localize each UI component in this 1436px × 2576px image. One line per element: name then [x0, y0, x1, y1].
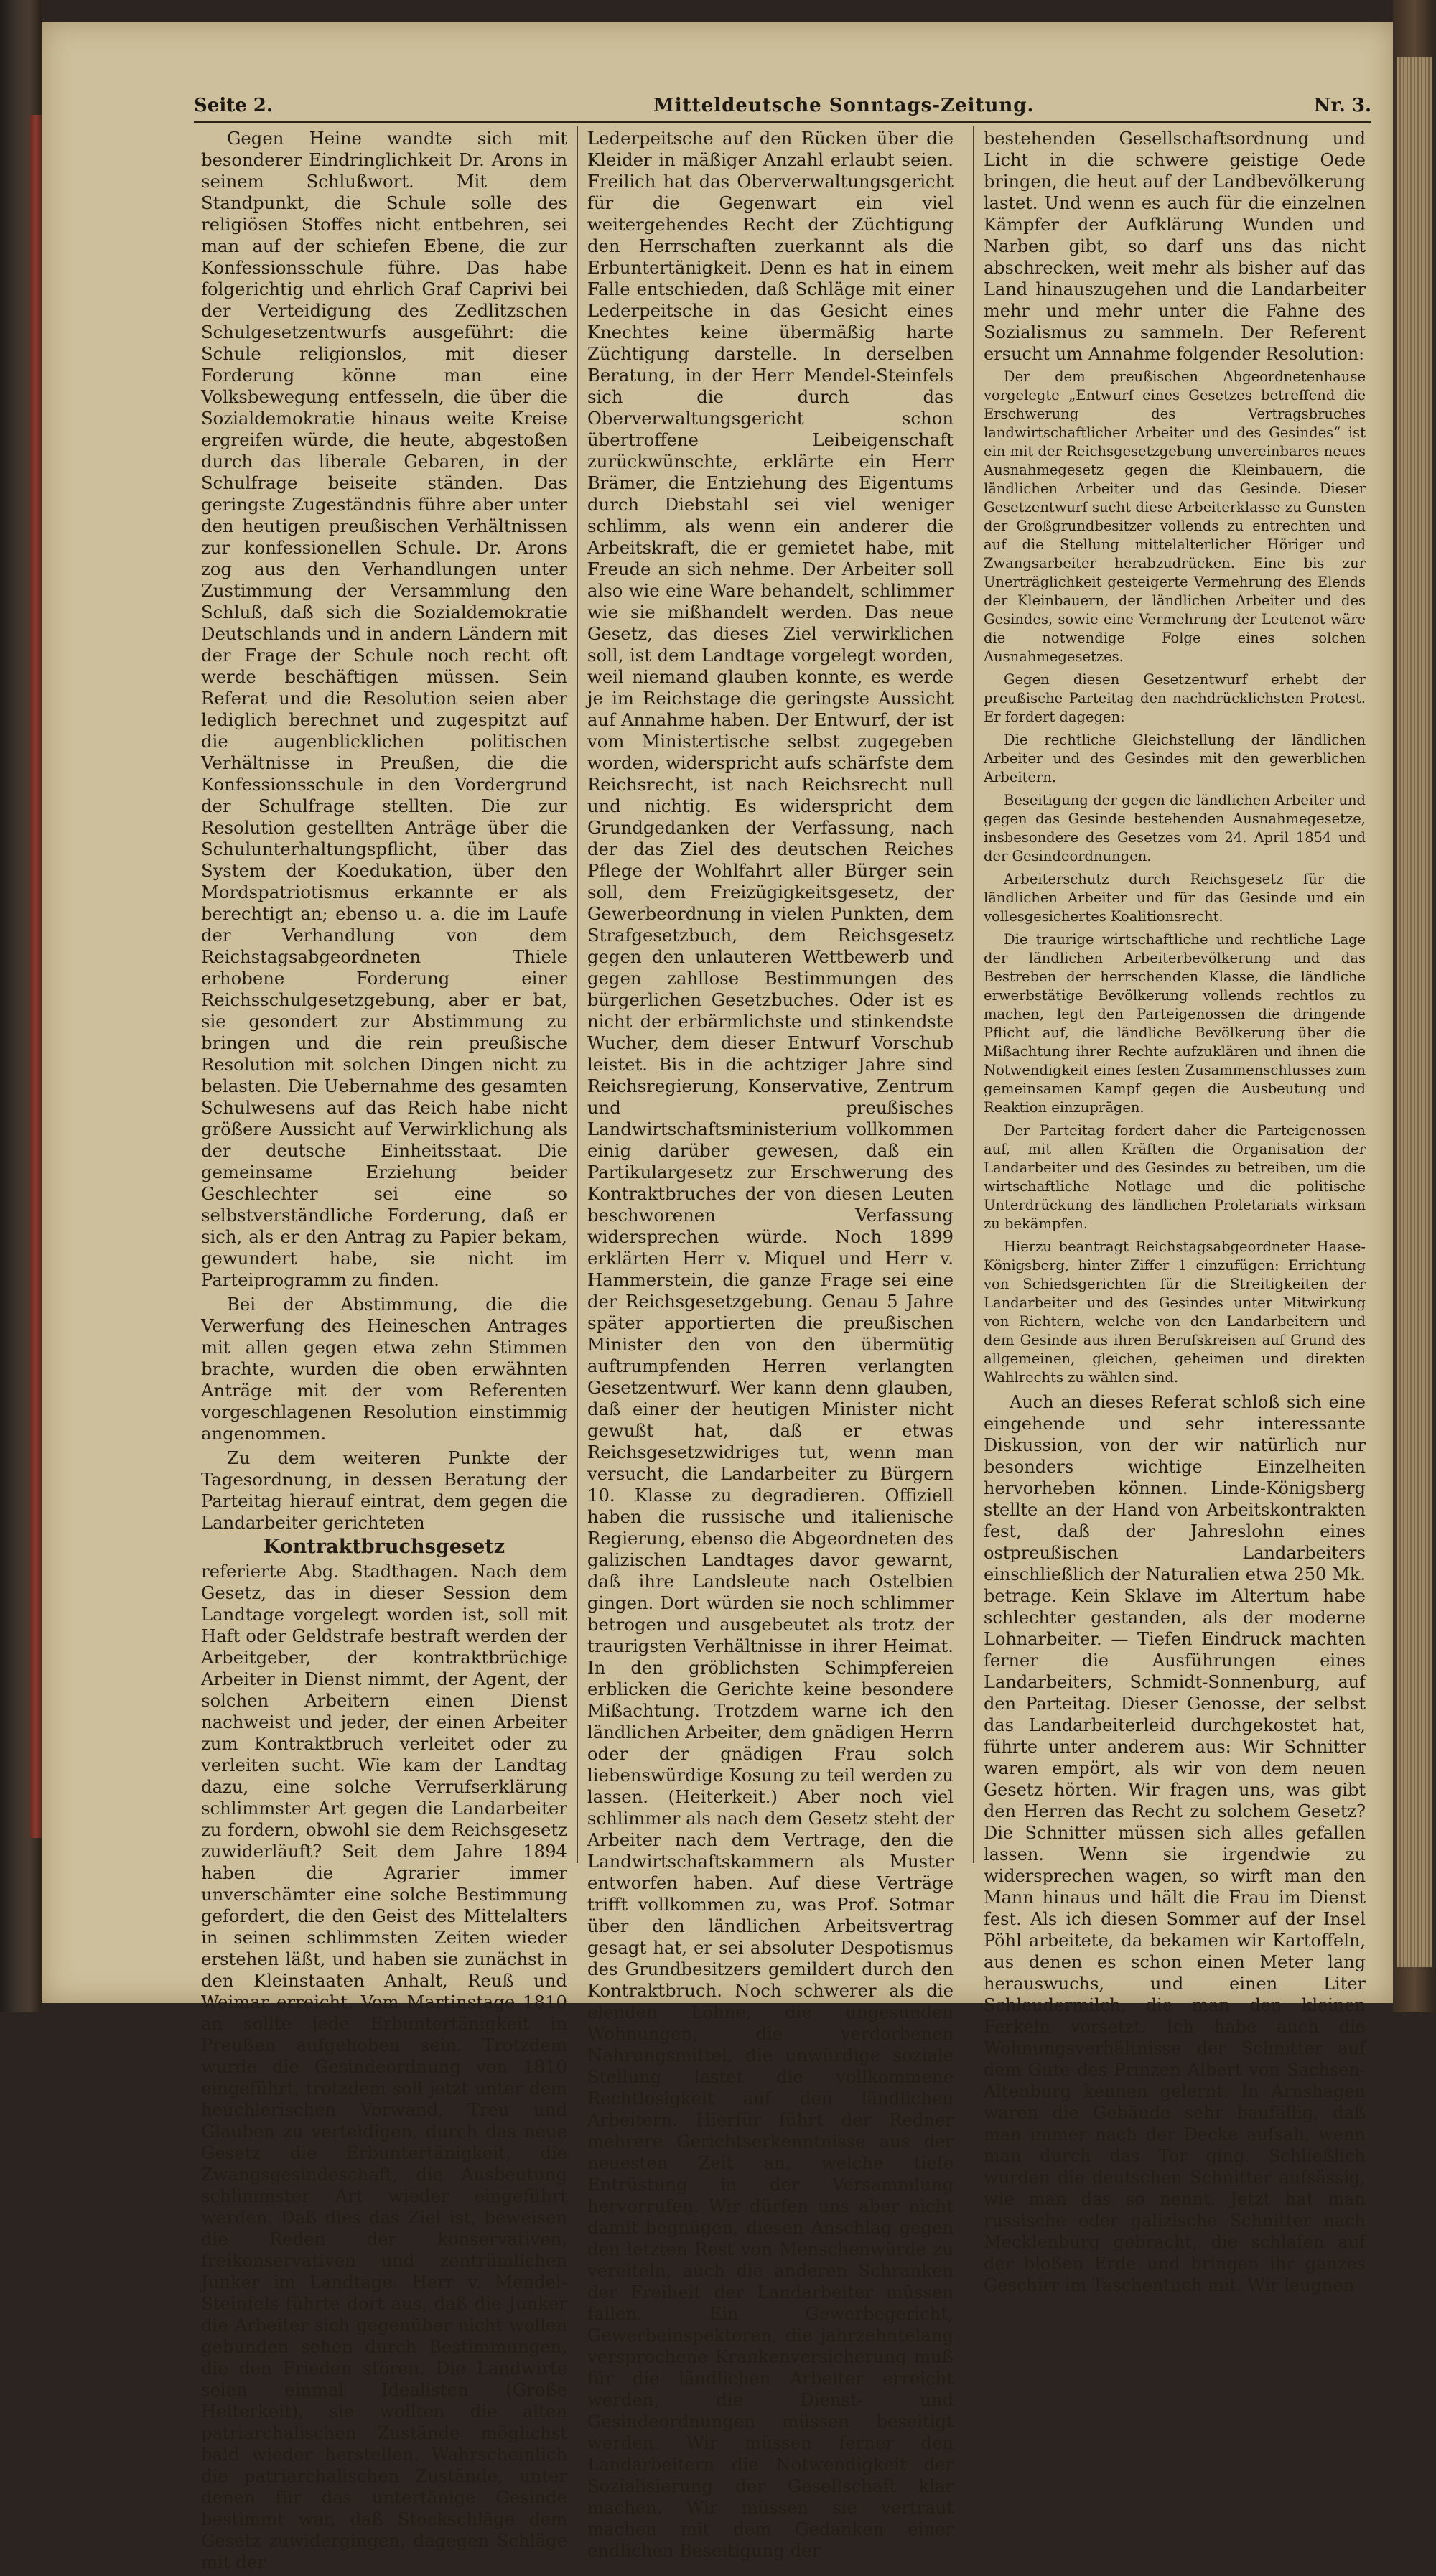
- page-header: [194, 95, 1371, 123]
- paragraph: Auch an dieses Referat schloß sich eine eingehende und sehr interessante Diskussion, von der wir natürlich nur besonders wichtige Einzelheiten hervorheben können. Linde-Königsberg stellte an der Hand von Arbeitskontrakten fest, daß der Jahreslohn eines ostpreußischen Landarbeiters einschließlich der Naturalien etwa 250 Mk. betrage. Kein Sklave im Altertum habe schlechter gestanden, als der moderne Lohnarbeiter. — Tiefen Eindruck machten ferner die Ausführungen eines Landarbeiters, Schmidt-Sonnenburg, auf den Parteitag. Dieser Genosse, der selbst das Landarbeiterleid durchgekostet hat, führte unter anderem aus: Wir Schnitter waren empört, als wir von dem neuen Gesetz hörten. Wir fragen uns, was gibt den Herren das Recht zu solchem Gesetz? Die Schnitter müssen sich alles gefallen lassen. Wenn sie irgendwie zu widersprechen wagen, so wirft man den Mann hinaus und hält die Frau im Dienst fest. Als ich diesen Sommer auf der Insel Pöhl arbeitete, da bekamen wir Kartoffeln, aus denen es schon einen Meter lang herauswuchs, und einen Liter Schleudermilch, die man den kleinen Ferkeln vorsetzt. Ich habe auch die Wohnungsverhältnisse der Schnitter auf dem Gute des Prinzen Albert von Sachsen-Altenburg kennen gelernt. In Arnshagen waren die Gebäude sehr baufällig, daß man immer nach der Decke aufsah, wenn man durch das Tor ging. Schließlich wurden die deutschen Schnitter aufsässig, wie man das so nennt. Jetzt hat man russische oder galizische Schnitter nach Mecklenburg gebracht, die schlafen auf der bloßen Erde und bringen ihr ganzes Geschirr im Taschentuch mit. Wir leugnen: [984, 1392, 1366, 2295]
- resolution-paragraph: Arbeiterschutz durch Reichsgesetz für die ländlichen Arbeiter und für das Gesinde und ein vollesgesichertes Koalitionsrecht.: [984, 871, 1366, 925]
- binding-edge: [30, 115, 42, 1838]
- resolution-paragraph: Beseitigung der gegen die ländlichen Arbeiter und gegen das Gesinde bestehenden Ausnahmegesetze, insbesondere des Gesetzes vom 24. April 1854 und der Gesindeordnungen.: [984, 792, 1366, 864]
- issue-number: Nr. 3.: [1313, 95, 1371, 116]
- section-heading: Kontraktbruchsgesetz: [263, 1536, 505, 1558]
- resolution-paragraph: Der dem preußischen Abgeordnetenhause vorgelegte „Entwurf eines Gesetzes betreffend die Erschwerung des Vertragsbruches landwirtschaftlicher Arbeiter und des Gesindes“ ist ein mit der Reichsgesetzgebung unvereinbares neues Ausnahmegesetz gegen die Kleinbauern, die ländlichen Arbeiter und das Gesinde. Dieser Gesetzentwurf sucht diese Arbeiterklasse zu Gunsten der Großgrundbesitzer vollends zu entrechten und auf die Stellung mittelalterlicher Höriger und Zwangsarbeiter herabzudrücken. Eine bis zur Unerträglichkeit gesteigerte Vermehrung des Elends der Kleinbauern, der ländlichen Arbeiter und des Gesindes, sowie eine Vermehrung der Leutenot wäre die notwendige Folge eines solchen Ausnahmegesetzes.: [984, 368, 1366, 665]
- paragraph: Zu dem weiteren Punkte der Tagesordnung, in dessen Beratung der Parteitag hierauf eintrat, dem gegen die Landarbeiter gerichteten: [201, 1447, 567, 1533]
- paragraph: referierte Abg. Stadthagen. Nach dem Gesetz, das in dieser Session dem Landtage vorgelegt worden ist, soll mit Haft oder Geldstrafe bestraft werden der Arbeitgeber, der kontraktbrüchige Arbeiter in Dienst nimmt, der Agent, der solchen Arbeitern einen Dienst nachweist und jeder, der einen Arbeiter zum Kontraktbruch verleitet oder zu verleiten sucht. Wie kam der Landtag dazu, eine solche Verrufserklärung schlimmster Art gegen die Landarbeiter zu fordern, obwohl sie dem Reichsgesetz zuwiderläuft? Seit dem Jahre 1894 haben die Agrarier immer unverschämter eine solche Bestimmung gefordert, die den Geist des Mittelalters in seinen schlimmsten Zeiten wieder erstehen läßt, und haben sie zunächst in den Kleinstaaten Anhalt, Reuß und Weimar erreicht. Vom Martinstage 1810 an sollte jede Erbuntertänigkeit in Preußen aufgehoben sein. Trotzdem wurde die Gesindeordnung von 1810 eingeführt, trotzdem soll jetzt unter dem heuchlerischen Vorwand, Treu und Glauben zu verteidigen, durch das neue Gesetz die Erbuntertänigkeit, die Zwangsgesindeschaft, die Ausbeutung schlimmster Art wieder eingeführt werden. Daß dies das Ziel ist, beweisen die Reden der konservativen, freikonservativen und zentrümlichen Junker im Landtage. Herr v. Mendel-Steinfels führte dort aus, daß die Junker die Arbeiter sich gegenüber nicht wollen gebunden sehen durch Bestimmungen, die den Frieden stören. Die Landwirte seien einmal Idealisten (Große Heiterkeit), sie wollten die alten patriarchalischen Zustände möglichst bald wieder herstellen. Wahrscheinlich die patriarchalischen Zustände, unter denen für das untertänige Gesinde bestimmt war, daß Stockschläge dem Gesetz zuwidergingen, dagegen Schläge mit der: [201, 1561, 567, 2572]
- header-rule: [194, 121, 1371, 123]
- resolution-paragraph: Hierzu beantragt Reichstagsabgeordneter Haase-Königsberg, hinter Ziffer 1 einzufügen: Errichtung von Schiedsgerichten für die Streitigkeiten der Landarbeiter und des Gesindes unter Mitwirkung von Richtern, welche von den Landarbeitern und dem Gesinde aus ihren Berufskreisen auf Grund des allgemeinen, gleichen, geheimen und direkten Wahlrechts zu wählen sind.: [984, 1238, 1366, 1386]
- paragraph: Lederpeitsche auf den Rücken über die Kleider in mäßiger Anzahl erlaubt seien. Freilich hat das Oberverwaltungsgericht für die Gegenwart ein viel weitergehendes Recht der Züchtigung den Herrschaften zuerkannt als die Erbuntertänigkeit. Denn es hat in einem Falle entschieden, daß Schläge mit einer Lederpeitsche in das Gesicht eines Knechtes keine übermäßig harte Züchtigung darstelle. In derselben Beratung, in der Herr Mendel-Steinfels sich die durch das Oberverwaltungsgericht schon übertroffene Leibeigenschaft zurückwünschte, erklärte ein Herr Brämer, die Entziehung des Eigentums durch Diebstahl sei viel weniger schlimm, als wenn ein anderer die Arbeitskraft, die er gemietet habe, mit Freude an sich nehme. Der Arbeiter soll also wie eine Ware behandelt, schlimmer wie sie mißhandelt werden. Das neue Gesetz, das dieses Ziel verwirklichen soll, ist dem Landtage vorgelegt worden, weil niemand glauben konnte, es werde je im Reichstage die geringste Aussicht auf Annahme haben. Der Entwurf, der ist vom Ministertische selbst zugegeben worden, widerspricht aufs schärfste dem Reichsrecht, ist nach Reichsrecht null und nichtig. Es widerspricht dem Grundgedanken der Verfassung, nach der das Ziel des deutschen Reiches Pflege der Wohlfahrt aller Bürger sein soll, dem Freizügigkeitsgesetz, der Gewerbeordnung in vielen Punkten, dem Strafgesetzbuch, dem Reichsgesetz gegen den unlauteren Wettbewerb und gegen zahllose Bestimmungen des bürgerlichen Gesetzbuches. Oder ist es nicht der erbärmlichste und stinkendste Wucher, dem dieser Entwurf Vorschub leistet. Bis in die achtziger Jahre sind Reichsregierung, Konservative, Zentrum und preußisches Landwirtschaftsministerium vollkommen einig darüber gewesen, daß ein Partikulargesetz zur Erschwerung des Kontraktbruches der von diesen Leuten beschworenen Verfassung widersprechen würde. Noch 1899 erklärten Herr v. Miquel und Herr v. Hammerstein, die ganze Frage sei eine der Reichsgesetzgebung. Genau 5 Jahre später apportierten die preußischen Minister den von den übermütig auftrumpfenden Herren verlangten Gesetzentwurf. Wer kann denn glauben, daß einer der heutigen Minister nicht gewußt hat, daß er etwas Reichsgesetzwidriges tut, wenn man versucht, die Landarbeiter zu Bürgern 10. Klasse zu degradieren. Offiziell haben die russische und italienische Regierung, ebenso die Abgeordneten des galizischen Landtages davor gewarnt, daß ihre Landsleute nach Ostelbien gingen. Dort würden sie noch schlimmer betrogen und ausgebeutet als trotz der traurigsten Verhältnisse in ihrer Heimat. In den gröblichsten Schimpfereien erblicken die Gerichte keine besondere Mißachtung. Trotzdem warne ich den ländlichen Arbeiter, dem gnädigen Herrn oder der gnädigen Frau solch liebenswürdige Kosung zu teil werden zu lassen. (Heiterkeit.) Aber noch viel schlimmer als nach dem Gesetz steht der Arbeiter nach dem Vertrage, den die Landwirtschaftskammern als Muster entworfen haben. Auf diese Verträge trifft vollkommen zu, was Prof. Sotmar über den ländlichen Arbeitsvertrag gesagt hat, er sei absoluter Despotismus des Grundbesitzers gemildert durch den Kontraktbruch. Noch schwerer als die elenden Löhne, die ungesunden Wohnungen, die verdorbenen Nahrungsmittel, die unwürdige soziale Stellung lastet die vollkommene Rechtlosigkeit auf den ländlichen Arbeitern. Hierfür führt der Redner mehrere Gerichtserkenntnisse aus der neuesten Zeit an, welche tiefe Entrüstung in der Versammlung hervorrufen. Wir dürfen uns aber nicht damit begnügen, diesen Anschlag gegen den letzten Rest von Menschenwürde zu vereiteln, auch die anderen Schranken der Freiheit der Landarbeiter müssen fallen. Ein Gewerbegericht, Gewerbeinspektoren, die jahrzehntelang versprochene Krankenversicherung muß für die ländlichen Arbeiter erreicht werden, die Dienst- und Gesindeordnungen müssen beseitigt werden. Wir müssen ferner den Landarbeitern die Notwendigkeit der Sozialisierung der Gesellschaft klar machen. Wir müssen sie vertraut machen mit dem Gedanken einer endlichen Beseitigung der: [587, 128, 954, 2561]
- resolution-paragraph: Der Parteitag fordert daher die Parteigenossen auf, mit allen Kräften die Organisation der Landarbeiter und des Gesindes zu betreiben, um die wirtschaftliche Notlage und die politische Unterdrückung des ländlichen Proletariats wirksam zu bekämpfen.: [984, 1122, 1366, 1232]
- page-edges: [1397, 57, 1432, 1967]
- page-stack: [1393, 0, 1436, 2012]
- newspaper-title: Mitteldeutsche Sonntags-Zeitung.: [653, 95, 1035, 116]
- resolution-text: [984, 368, 1366, 1387]
- column-2: [587, 128, 954, 2565]
- paragraph: Gegen Heine wandte sich mit besonderer Eindringlichkeit Dr. Arons in seinem Schlußwort. Mit dem Standpunkt, die Schule solle des religiösen Stoffes nicht entbehren, sei man auf der schiefen Ebene, die zur Konfessionsschule führe. Das habe folgerichtig und ehrlich Graf Caprivi bei der Verteidigung des Zedlitzschen Schulgesetzentwurfs ausgeführt: die Schule religionslos, mit dieser Forderung könne man eine Volksbewegung entfesseln, die über die Sozialdemokratie hinaus weite Kreise ergreifen würde, die heute, abgestoßen durch das liberale Gebaren, in der Schulfrage beiseite ständen. Das geringste Zugeständnis führe aber unter den heutigen preußischen Verhältnissen zur konfessionellen Schule. Dr. Arons zog aus den Verhandlungen unter Zustimmung der Versammlung den Schluß, daß sich die Sozialdemokratie Deutschlands und in andern Ländern mit der Frage der Schule noch recht oft werde beschäftigen müssen. Sein Referat und die Resolution seien aber lediglich berechnet und zugespitzt auf die augenblicklichen politischen Verhältnisse in Preußen, die die Konfessionsschule in den Vordergrund der Schulfrage stellten. Die zur Resolution gestellten Anträge über die Schulunterhaltungspflicht, über das System der Koedukation, über den Mordspatriotismus erkannte er als berechtigt an; ebenso u. a. die im Laufe der Verhandlung von dem Reichstagsabgeordneten Thiele erhobene Forderung einer Reichsschulgesetzgebung, aber er bat, sie gesondert zur Abstimmung zu bringen und die rein preußische Resolution mit solchen Dingen nicht zu belasten. Die Uebernahme des gesamten Schulwesens auf das Reich habe nicht größere Aussicht auf Verwirklichung als der deutsche Einheitsstaat. Die gemeinsame Erziehung beider Geschlechter sei eine so selbstverständliche Forderung, daß er sich, als er den Antrag zu Papier bekam, gewundert habe, sie nicht im Parteiprogramm zu finden.: [201, 128, 567, 1290]
- paragraph: Bei der Abstimmung, die die Verwerfung des Heineschen Antrages mit allen gegen etwa zehn Stimmen brachte, wurden die oben erwähnten Anträge mit der vom Referenten vorgeschlagenen Resolution einstimmig angenommen.: [201, 1294, 567, 1444]
- page-number: Seite 2.: [194, 95, 273, 116]
- book-binding: [0, 0, 42, 2012]
- resolution-paragraph: Die rechtliche Gleichstellung der ländlichen Arbeiter und des Gesindes mit den gewerblichen Arbeitern.: [984, 732, 1366, 785]
- resolution-paragraph: Gegen diesen Gesetzentwurf erhebt der preußische Parteitag den nachdrücklichsten Protest. Er fordert dagegen:: [984, 671, 1366, 725]
- column-1: [201, 128, 567, 2576]
- column-3: [984, 128, 1366, 2299]
- column-divider: [577, 126, 578, 1863]
- column-divider: [973, 126, 974, 1863]
- paragraph: bestehenden Gesellschaftsordnung und Licht in die schwere geistige Oede bringen, die heut auf der Landbevölkerung lastet. Und wenn es auch für die einzelnen Kämpfer der Aufklärung Wunden und Narben gibt, so darf uns das nicht abschrecken, weit mehr als bisher auf das Land hinauszugehen und die Landarbeiter mehr und mehr unter die Fahne des Sozialismus zu sammeln. Der Referent ersucht um Annahme folgender Resolution:: [984, 129, 1366, 364]
- resolution-paragraph: Die traurige wirtschaftliche und rechtliche Lage der ländlichen Arbeiterbevölkerung und das Bestreben der herrschenden Klasse, die ländliche erwerbstätige Bevölkerung vollends rechtlos zu machen, legt den Parteigenossen die dringende Pflicht auf, die ländliche Bevölkerung über die Mißachtung ihrer Rechte aufzuklären und ihnen die Notwendigkeit eines festen Zusammenschlusses zum gemeinsamen Kampf gegen die Ausbeutung und Reaktion einzuprägen.: [984, 931, 1366, 1116]
